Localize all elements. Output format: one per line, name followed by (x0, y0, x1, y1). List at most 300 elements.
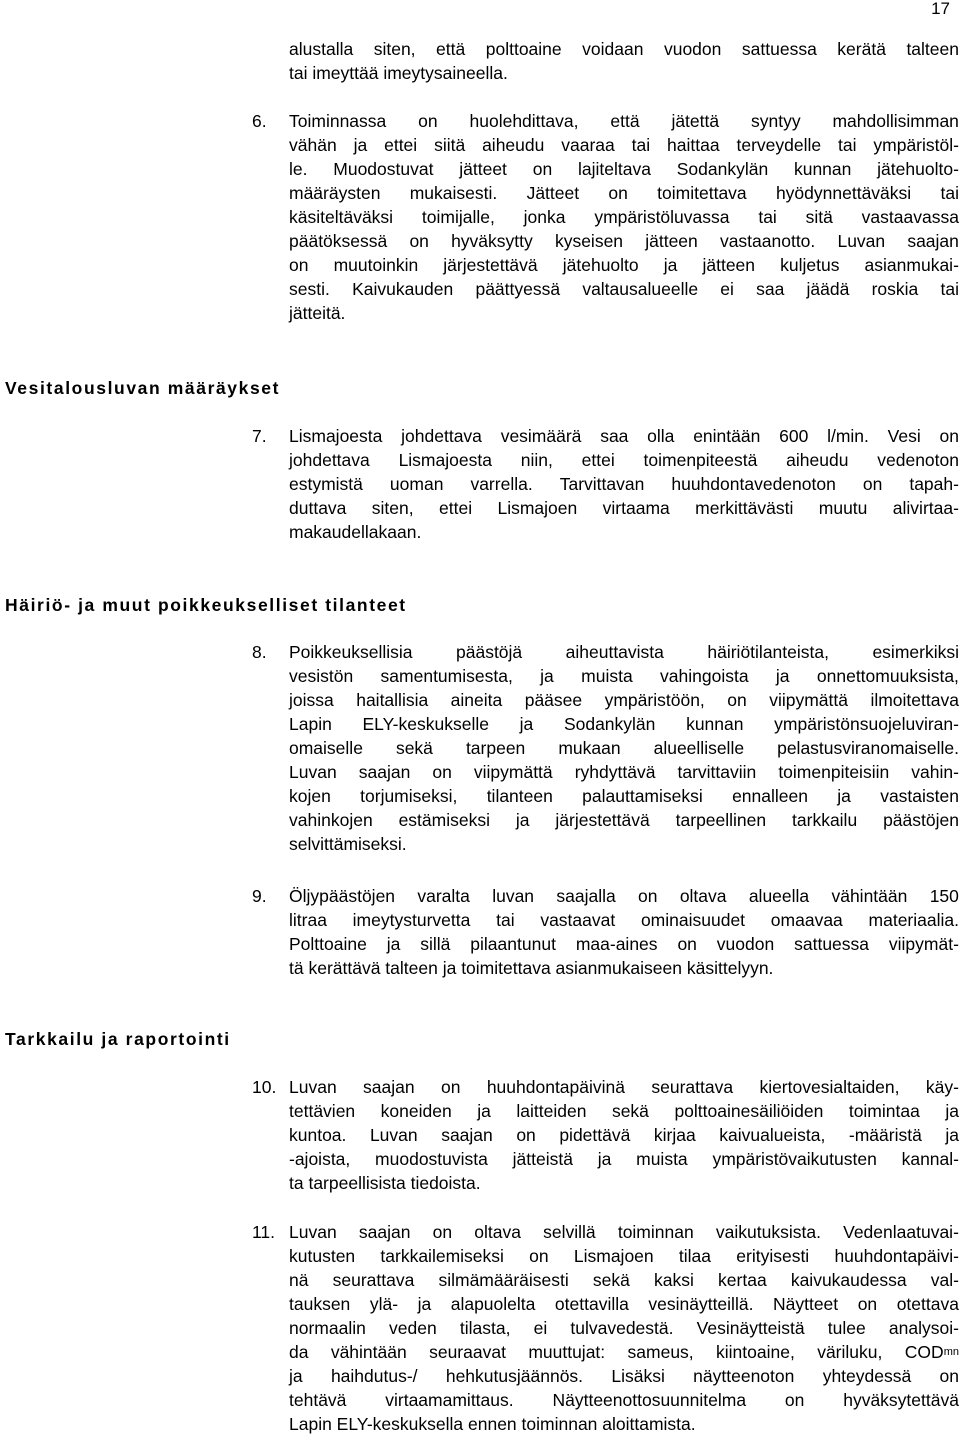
word: on (440, 1077, 461, 1097)
word: on (289, 255, 309, 275)
word: ylä- (369, 1294, 399, 1314)
text-line (289, 1148, 959, 1170)
text-line (289, 713, 959, 735)
word: Lismajoen (573, 1246, 654, 1266)
word: johdettava (401, 426, 482, 446)
text-line (289, 1100, 959, 1122)
word: koneiden (380, 1101, 452, 1121)
word: l/min. (827, 426, 869, 446)
word: muista (636, 1149, 688, 1169)
text-line: Lapin ELY-keskuksella ennen toiminnan aloittamista. (289, 1414, 696, 1434)
word: syntyy (751, 111, 801, 131)
word: tulvavedestä. (570, 1318, 674, 1338)
word: Jätteet (526, 183, 580, 203)
word: seurattava (332, 1270, 415, 1290)
word: on (418, 111, 438, 131)
word: ja (417, 1294, 432, 1314)
word: ominaisuudet (640, 910, 746, 930)
word: sitä (805, 207, 833, 227)
word: otettava (896, 1294, 959, 1314)
word: haitallisia (356, 690, 429, 710)
section-heading-tarkkailu: Tarkkailu ja raportointi (5, 1029, 231, 1049)
word: saajalla (556, 886, 616, 906)
text-line (289, 785, 959, 807)
word: ja (663, 255, 678, 275)
text-line (289, 761, 959, 783)
word: alustalla (289, 39, 354, 59)
word: huuhdontapäivi- (834, 1246, 959, 1266)
word: Näytteet (772, 1294, 839, 1314)
word: Luvan (369, 1125, 418, 1145)
word: oltava (474, 1222, 521, 1242)
word: päästöjen (883, 810, 959, 830)
word: ja (386, 934, 401, 954)
word: on (638, 886, 658, 906)
word: varrella. (470, 474, 533, 494)
word: Lisäksi (611, 1366, 665, 1386)
word: estymistä (289, 474, 363, 494)
word: päästöjä (456, 642, 523, 662)
word: talteen (906, 39, 959, 59)
text-line (289, 1365, 959, 1387)
word: polttoainesäiliöiden (674, 1101, 824, 1121)
word: häiriötilanteista, (707, 642, 829, 662)
word: erityisesti (736, 1246, 810, 1266)
word: on (939, 1366, 959, 1386)
word: oltava (679, 886, 727, 906)
item-number: 8. (252, 642, 267, 662)
text-line (289, 497, 959, 519)
word: alivirtaa- (892, 498, 959, 518)
word: saajan (363, 1077, 415, 1097)
word: siten, (371, 498, 414, 518)
word: merkittävästi (695, 498, 794, 518)
word: kuntoa. (289, 1125, 347, 1145)
word: ja (353, 135, 368, 155)
word: jätteistä (512, 1149, 573, 1169)
word: hyväksytty (451, 231, 533, 251)
word: määräysten (289, 183, 381, 203)
word: vastaavassa (861, 207, 959, 227)
word: haittaa (667, 135, 720, 155)
word: kutusten (289, 1246, 356, 1266)
word: Vesinäytteistä (696, 1318, 805, 1338)
word: varalta (417, 886, 470, 906)
word: tehtävä (289, 1390, 347, 1410)
word: Luvan (289, 762, 337, 782)
word: viipymät- (888, 934, 959, 954)
word: järjestettävä (555, 810, 650, 830)
word: tarpeellinen (675, 810, 767, 830)
word: jätehuolto (562, 255, 639, 275)
word: vahinkojen (289, 810, 373, 830)
word: duttava (289, 498, 347, 518)
word: siitä (434, 135, 466, 155)
word: selvillä (543, 1222, 596, 1242)
word: kirjaa (653, 1125, 696, 1145)
word: ettei (581, 450, 615, 470)
word: sekä (592, 1270, 630, 1290)
word: kaivualueista, (719, 1125, 826, 1145)
word: mukaan (558, 738, 621, 758)
word: tilasta, (459, 1318, 511, 1338)
word: ei (533, 1318, 548, 1338)
word: ympäristöl- (873, 135, 959, 155)
word: tettävien (289, 1101, 356, 1121)
word: sekä (611, 1101, 649, 1121)
item-number: 6. (252, 111, 267, 131)
word: on (677, 934, 697, 954)
text-line (289, 449, 959, 471)
word: ilmoitettava (870, 690, 959, 710)
word: enintään (693, 426, 761, 446)
word: pilaantunut (470, 934, 556, 954)
word: ettei (384, 135, 418, 155)
text-line: tä kerättävä talteen ja toimitettava asianmukaiseen käsittelyyn. (289, 958, 774, 978)
word: Vesi (887, 426, 921, 446)
word: Lismajoesta (289, 426, 383, 446)
word: toimijalle, (421, 207, 495, 227)
word: on (432, 1222, 453, 1242)
word: torjumiseksi, (360, 786, 458, 806)
text-line (289, 254, 959, 276)
word: 600 (779, 426, 809, 446)
word: alapuolelta (450, 1294, 536, 1314)
word: vaikutuksista. (715, 1222, 821, 1242)
word: hehkutusjäännös. (445, 1366, 584, 1386)
word: aiheudu (482, 135, 545, 155)
word: saajan (441, 1125, 493, 1145)
word: tilanteen (486, 786, 553, 806)
word: muodostuvista (375, 1149, 488, 1169)
word: mukaisesti. (409, 183, 498, 203)
word: muutoinkin (333, 255, 419, 275)
item-number: 11. (252, 1222, 276, 1242)
word: päättyessä (475, 279, 561, 299)
word: ja (289, 1366, 303, 1386)
word: alueelliselle (653, 738, 745, 758)
word: kunnan (793, 159, 852, 179)
word: kuljetus (780, 255, 840, 275)
word: vähän (289, 135, 337, 155)
word: ja (540, 666, 554, 686)
word: Sodankylän (676, 159, 769, 179)
cod-subscript: mn (943, 1346, 959, 1358)
word: yhteydessä (822, 1366, 912, 1386)
word: saajan (358, 1222, 411, 1242)
word: ja (945, 1125, 959, 1145)
text-line (289, 110, 959, 132)
word: vastaisten (880, 786, 959, 806)
text-line: makaudellakaan. (289, 522, 422, 542)
text-line (289, 1245, 959, 1267)
word: Luvan (289, 1077, 337, 1097)
word: on (784, 1390, 805, 1410)
word: otettavilla (554, 1294, 629, 1314)
word: tai (940, 279, 959, 299)
word: jätettä (671, 111, 720, 131)
word: jäädä (806, 279, 850, 299)
word: tai (940, 183, 959, 203)
word: maa-aines (575, 934, 658, 954)
word: aineita (450, 690, 503, 710)
word: uoman (389, 474, 444, 494)
word: tilaa (678, 1246, 712, 1266)
word: saa (756, 279, 785, 299)
text-line: jätteitä. (289, 303, 346, 323)
word: analysoi- (888, 1318, 959, 1338)
word: saajan (907, 231, 959, 251)
word: Näytteenottosuunnitelma (552, 1390, 747, 1410)
word: vuodon (663, 39, 722, 59)
word: ympäristöön, (604, 690, 705, 710)
text-line (289, 885, 959, 907)
word: viipymättä (473, 762, 553, 782)
word: tulee (827, 1318, 866, 1338)
word: le. (289, 159, 308, 179)
word: Luvan (289, 1222, 337, 1242)
word: Poikkeuksellisia (289, 642, 413, 662)
word: toimenpiteisiin (778, 762, 890, 782)
word: on (939, 426, 959, 446)
word: ja (775, 666, 790, 686)
word: toimenpiteestä (643, 450, 758, 470)
word: Toiminnassa (289, 111, 387, 131)
word: 150 (929, 886, 959, 906)
word: Sodankylän (563, 714, 656, 734)
word: ei (720, 279, 734, 299)
word: sameus, (627, 1342, 694, 1362)
word: -ajoista, (289, 1149, 351, 1169)
word: jätehuolto- (877, 159, 959, 179)
word: vastaanotto. (719, 231, 816, 251)
word: kaksi (654, 1270, 694, 1290)
text-line (289, 933, 959, 955)
text-line (289, 665, 959, 687)
word: jonka (523, 207, 566, 227)
word: palauttamiseksi (582, 786, 703, 806)
word: on (608, 183, 628, 203)
text-line (289, 425, 959, 447)
text-line (289, 134, 959, 156)
word: sattuessa (794, 934, 870, 954)
word: näytteenoton (693, 1366, 795, 1386)
word: sillä (420, 934, 451, 954)
word: seurattava (651, 1077, 734, 1097)
word: tai (838, 135, 857, 155)
word: -määristä (848, 1125, 922, 1145)
word: roskia (871, 279, 919, 299)
text-line (289, 278, 959, 300)
text-line (289, 737, 959, 759)
word: ympäristöluvassa (594, 207, 730, 227)
word: saa (600, 426, 629, 446)
cod-line-text (289, 1341, 944, 1363)
word: ettei (439, 498, 473, 518)
text-line (289, 809, 959, 831)
word: saajan (358, 762, 411, 782)
word: voidaan (582, 39, 644, 59)
text-line (289, 230, 959, 252)
word: toiminnan (617, 1222, 694, 1242)
word: estämiseksi (398, 810, 490, 830)
word: huuhdontapäivinä (486, 1077, 625, 1097)
word: huuhdontavedenoton (671, 474, 836, 494)
text-line (289, 1317, 959, 1339)
word: Kaivukauden (352, 279, 454, 299)
word: jätteet (459, 159, 507, 179)
word: laitteiden (516, 1101, 587, 1121)
word: asianmukai- (864, 255, 959, 275)
text-line (289, 1293, 959, 1315)
word: Lismajoesta (398, 450, 492, 470)
word: Tarvittavan (559, 474, 645, 494)
word: Polttoaine (289, 934, 367, 954)
word: kunnan (686, 714, 744, 734)
word: COD (904, 1342, 944, 1362)
word: kiintoaine, (716, 1342, 795, 1362)
word: terveydelle (736, 135, 822, 155)
word: että (436, 39, 466, 59)
word: on (409, 231, 429, 251)
word: hyväksytettävä (843, 1390, 959, 1410)
word: omaiselle (289, 738, 363, 758)
word: muutu (818, 498, 868, 518)
text-line-cod (289, 1341, 959, 1363)
word: omaavaa (770, 910, 843, 930)
word: tapah- (909, 474, 959, 494)
item-number: 7. (252, 426, 267, 446)
word: on (862, 474, 883, 494)
text-line: selvittämiseksi. (289, 834, 407, 854)
text-line (289, 689, 959, 711)
word: ympäristönsuojeluviran- (774, 714, 959, 734)
word: onnettomuuksista, (816, 666, 959, 686)
word: ELY-keskukselle (362, 714, 489, 734)
word: tauksen (289, 1294, 351, 1314)
word: kojen (289, 786, 331, 806)
word: kerätä (837, 39, 886, 59)
section-heading-vesitalous: Vesitalousluvan määräykset (5, 378, 281, 398)
word: että (610, 111, 640, 131)
word: kaivukaudessa (790, 1270, 907, 1290)
word: Öljypäästöjen (289, 886, 396, 906)
word: mahdollisimman (832, 111, 959, 131)
word: vedenoton (877, 450, 959, 470)
word: sesti. (289, 279, 330, 299)
word: jätteen (702, 255, 756, 275)
word: seuraavat (429, 1342, 506, 1362)
word: johdettava (289, 450, 370, 470)
word: olla (647, 426, 675, 446)
word: toimitettava (657, 183, 747, 203)
text-line: ta tarpeellisista tiedoista. (289, 1173, 481, 1193)
word: toimintaa (848, 1101, 920, 1121)
word: da (289, 1342, 309, 1362)
word: litraa (289, 910, 327, 930)
text-line (289, 641, 959, 663)
text-line (289, 38, 959, 60)
word: Lismajoen (497, 498, 578, 518)
word: tarvittaviin (677, 762, 757, 782)
word: vesimäärä (500, 426, 582, 446)
word: on (532, 159, 553, 179)
text-line (289, 909, 959, 931)
word: haihdutus-/ (330, 1366, 418, 1386)
word: tarpeen (465, 738, 526, 758)
word: tai (758, 207, 777, 227)
word: tarkkailu (792, 810, 858, 830)
word: hyödynnettäväksi (775, 183, 912, 203)
word: kannal- (901, 1149, 959, 1169)
item-number: 10. (252, 1077, 277, 1097)
text-line (289, 1269, 959, 1291)
word: vesistön (289, 666, 354, 686)
word: on (529, 1246, 549, 1266)
text-line (289, 1389, 959, 1411)
page-number: 17 (931, 0, 950, 18)
word: on (727, 690, 747, 710)
word: silmämääräisesti (438, 1270, 569, 1290)
word: siten, (373, 39, 416, 59)
text-line (289, 1124, 959, 1146)
word: muuttujat: (528, 1342, 606, 1362)
word: tai (631, 135, 651, 155)
word: Vedenlaatuvai- (843, 1222, 959, 1242)
word: päätöksessä (289, 231, 388, 251)
text-line (289, 206, 959, 228)
word: pidettävä (559, 1125, 631, 1145)
word: samentumisesta, (380, 666, 513, 686)
text-line (289, 182, 959, 204)
word: esimerkiksi (872, 642, 959, 662)
word: virtaamamittaus. (385, 1390, 514, 1410)
word: viipymättä (769, 690, 848, 710)
word: joissa (289, 690, 334, 710)
word: vähintään (831, 886, 908, 906)
word: normaalin (289, 1318, 366, 1338)
word: ja (597, 1149, 612, 1169)
word: vahingoista (660, 666, 749, 686)
word: huolehdittava, (469, 111, 579, 131)
word: väriluku, (817, 1342, 883, 1362)
word: ja (945, 1101, 959, 1121)
text-line (289, 473, 959, 495)
word: pelastusviranomaiselle. (777, 738, 959, 758)
word: käsiteltäväksi (289, 207, 394, 227)
text-line: tai imeyttää imeytysaineella. (289, 63, 508, 83)
text-line (289, 158, 959, 180)
word: jätteen (645, 231, 698, 251)
word: ryhdyttävä (574, 762, 656, 782)
word: kiertovesialtaiden, (759, 1077, 900, 1097)
word: niin, (520, 450, 553, 470)
word: Lapin (289, 714, 332, 734)
word: kertaa (718, 1270, 767, 1290)
word: käy- (925, 1077, 959, 1097)
word: on (432, 762, 452, 782)
word: imeytysturvetta (352, 910, 471, 930)
word: on (516, 1125, 536, 1145)
word: val- (930, 1270, 959, 1290)
word: Muodostuvat (333, 159, 434, 179)
word: kyseisen (554, 231, 624, 251)
word: alueella (748, 886, 810, 906)
word: vahin- (911, 762, 959, 782)
word: polttoaine (485, 39, 562, 59)
word: muista (581, 666, 633, 686)
word: vastaavat (540, 910, 616, 930)
